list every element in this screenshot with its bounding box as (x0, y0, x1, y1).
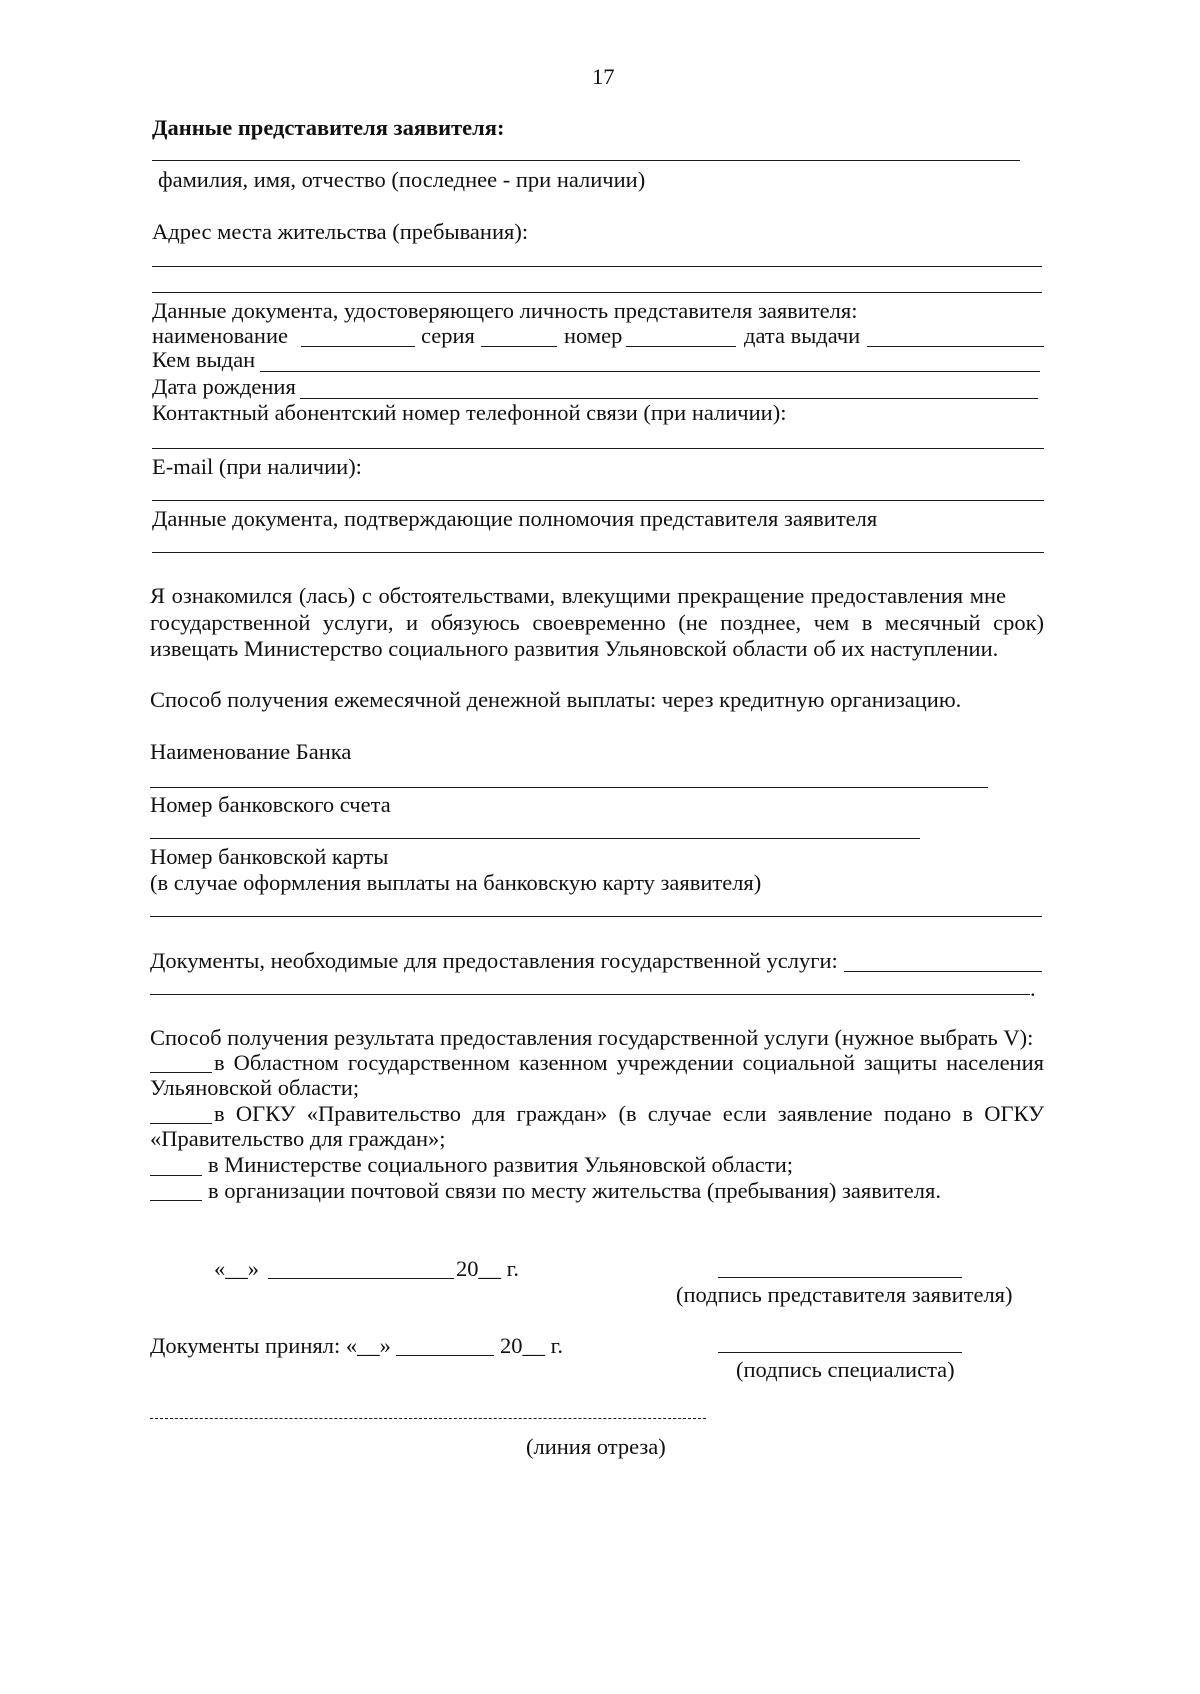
bank-name-label: Наименование Банка (150, 739, 352, 764)
specialist-signature-caption: (подпись специалиста) (736, 1357, 955, 1382)
authority-field[interactable] (152, 552, 1044, 553)
option1-checkbox-line[interactable] (150, 1072, 212, 1073)
id-doc-name-label: наименование (152, 323, 288, 348)
cut-line (150, 1418, 706, 1419)
id-doc-issued-by-label: Кем выдан (152, 347, 256, 372)
bank-account-field[interactable] (150, 838, 920, 839)
rep-signature-field[interactable] (718, 1277, 962, 1278)
bank-account-label: Номер банковского счета (150, 792, 391, 817)
accepted-date-field[interactable] (396, 1355, 494, 1356)
option3-checkbox-line[interactable] (150, 1175, 202, 1176)
specialist-signature-field[interactable] (718, 1352, 962, 1353)
address-label: Адрес места жительства (пребывания): (152, 219, 529, 244)
bank-card-field[interactable] (150, 916, 1042, 917)
id-doc-issue-date-label: дата выдачи (744, 323, 861, 348)
section-title: Данные представителя заявителя: (152, 115, 505, 140)
authority-label: Данные документа, подтверждающие полномочия представителя заявителя (152, 506, 878, 531)
fio-field[interactable] (152, 160, 1020, 161)
email-label: E-mail (при наличии): (152, 454, 362, 479)
option1-text-line-1: в Областном государственном казенном учреждении социальной защиты населения (214, 1050, 1044, 1075)
accepted-label: Документы принял: «__» (150, 1333, 391, 1358)
rep-signature-caption: (подпись представителя заявителя) (676, 1282, 1013, 1307)
page-number: 17 (592, 64, 615, 89)
email-field[interactable] (152, 500, 1044, 501)
id-doc-birth-date-field[interactable] (300, 398, 1038, 399)
cut-line-caption: (линия отреза) (526, 1434, 666, 1459)
acknowledgement-line-2: государственной услуги, и обязуюсь своевременно (не позднее, чем в месячный срок) (150, 610, 1044, 635)
option4-checkbox-line[interactable] (150, 1200, 202, 1201)
id-doc-birth-date-label: Дата рождения (152, 374, 296, 399)
id-doc-name-field[interactable] (301, 346, 415, 347)
option4-text: в организации почтовой связи по месту жительства (пребывания) заявителя. (208, 1178, 941, 1203)
option1-text-line-2: Ульяновской области; (150, 1075, 360, 1100)
documents-label: Документы, необходимые для предоставления государственной услуги: (150, 948, 838, 973)
id-doc-heading: Данные документа, удостоверяющего личность представителя заявителя: (152, 298, 858, 323)
id-doc-number-field[interactable] (626, 346, 736, 347)
address-field-line-2[interactable] (152, 292, 1042, 293)
acknowledgement-line-3: извещать Министерство социального развития Ульяновской области об их наступлении. (150, 636, 999, 661)
id-doc-number-label: номер (564, 323, 623, 348)
acknowledgement-line-1: Я ознакомился (лась) с обстоятельствами, влекущими прекращение предоставления мне (150, 583, 1006, 608)
rep-date-year: 20__ г. (456, 1256, 519, 1281)
payment-method-text: Способ получения ежемесячной денежной выплаты: через кредитную организацию. (150, 687, 962, 712)
fio-caption: фамилия, имя, отчество (последнее - при наличии) (158, 167, 646, 192)
option3-text: в Министерстве социального развития Ульяновской области; (208, 1152, 793, 1177)
documents-field-line-1[interactable] (844, 971, 1042, 972)
phone-field[interactable] (152, 448, 1044, 449)
bank-card-label: Номер банковской карты (150, 844, 389, 869)
id-doc-series-label: серия (421, 323, 475, 348)
option2-text-line-2: «Правительство для граждан»; (150, 1126, 446, 1151)
bank-card-note: (в случае оформления выплаты на банковскую карту заявителя) (150, 870, 762, 895)
id-doc-series-field[interactable] (481, 346, 557, 347)
address-field-line-1[interactable] (152, 266, 1042, 267)
option2-text-line-1: в ОГКУ «Правительство для граждан» (в случае если заявление подано в ОГКУ (214, 1101, 1044, 1126)
result-method-heading: Способ получения результата предоставления государственной услуги (нужное выбрать V): (150, 1025, 1034, 1050)
rep-date-open: «__» (214, 1256, 259, 1281)
id-doc-issue-date-field[interactable] (867, 346, 1044, 347)
accepted-date-year: 20__ г. (500, 1333, 563, 1358)
rep-date-field[interactable] (268, 1278, 454, 1279)
phone-label: Контактный абонентский номер телефонной связи (при наличии): (152, 400, 787, 425)
documents-field-end-dot: . (1030, 976, 1036, 1001)
bank-name-field[interactable] (150, 787, 988, 788)
option2-checkbox-line[interactable] (150, 1123, 212, 1124)
documents-field-line-2[interactable] (150, 994, 1030, 995)
id-doc-issued-by-field[interactable] (260, 371, 1040, 372)
